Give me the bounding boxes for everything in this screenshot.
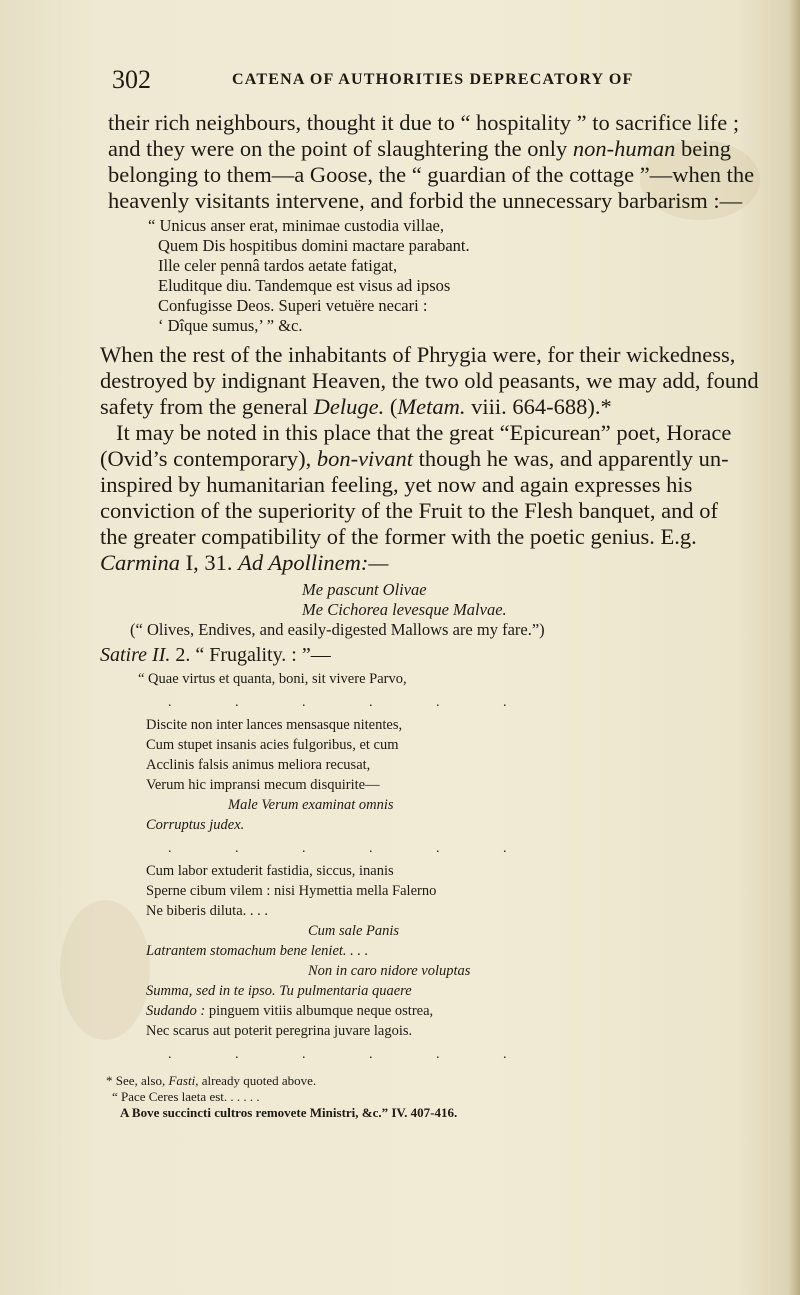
quote-line: Eluditque diu. Tandemque est visus ad ipsos bbox=[158, 276, 451, 295]
paper-stain bbox=[60, 900, 150, 1040]
text-line: Satire II. 2. “ Frugality. : ”— bbox=[100, 644, 331, 666]
footnote-line: A Bove succincti cultros removete Ministri, &c.” IV. 407-416. bbox=[120, 1105, 458, 1120]
text-line: destroyed by indignant Heaven, the two old peasants, we may add, found bbox=[100, 368, 759, 393]
page-edge-shadow bbox=[788, 0, 800, 1295]
text-line: safety from the general Deluge. (Metam. viii. 664-688).* bbox=[100, 394, 612, 419]
quote-line: Latrantem stomachum bene leniet. . . . bbox=[146, 943, 369, 959]
quote-line: Quem Dis hospitibus domini mactare parabant. bbox=[158, 236, 470, 255]
running-title: CATENA OF AUTHORITIES DEPRECATORY OF bbox=[232, 71, 634, 88]
footnote-line: “ Pace Ceres laeta est. . . . . . bbox=[112, 1089, 260, 1104]
quote-line: “ Quae virtus et quanta, boni, sit vivere Parvo, bbox=[138, 671, 407, 687]
text-line: It may be noted in this place that the great “Epicurean” poet, Horace bbox=[116, 420, 732, 445]
quote-translation: (“ Olives, Endives, and easily-digested Mallows are my fare.”) bbox=[130, 620, 545, 639]
quote-line: Cum stupet insanis acies fulgoribus, et cum bbox=[146, 737, 399, 753]
quote-line: Corruptus judex. bbox=[146, 817, 245, 833]
page-header bbox=[112, 65, 772, 95]
quote-line: Cum sale Panis bbox=[308, 923, 400, 939]
text-line: Carmina I, 31. Ad Apollinem:— bbox=[100, 550, 389, 575]
quote-line: Sudando : pinguem vitiis albumque neque ostrea, bbox=[146, 1003, 434, 1019]
quote-line: Cum labor extuderit fastidia, siccus, inanis bbox=[146, 863, 394, 879]
quote-line: Verum hic impransi mecum disquirite— bbox=[146, 777, 380, 793]
text-line: and they were on the point of slaughtering the only non-human being bbox=[108, 136, 732, 161]
quote-line: Confugisse Deos. Superi vetuëre necari : bbox=[158, 296, 428, 315]
quote-line: Acclinis falsis animus meliora recusat, bbox=[146, 757, 371, 773]
text-line: the greater compatibility of the former with the poetic genius. E.g. bbox=[100, 524, 697, 549]
quote-line: Summa, sed in te ipso. Tu pulmentaria quaere bbox=[146, 983, 412, 999]
text-line: inspired by humanitarian feeling, yet now and again expresses his bbox=[100, 472, 693, 497]
ellipsis-row: . . . . . . bbox=[168, 1047, 537, 1062]
text-line: belonging to them—a Goose, the “ guardian of the cottage ”—when the bbox=[108, 162, 755, 187]
text-line: When the rest of the inhabitants of Phrygia were, for their wickedness, bbox=[100, 342, 736, 367]
text-line: their rich neighbours, thought it due to “ hospitality ” to sacrifice life ; bbox=[108, 110, 740, 135]
quote-line: Ille celer pennâ tardos aetate fatigat, bbox=[158, 256, 398, 275]
ellipsis-row: . . . . . . bbox=[168, 841, 537, 856]
quote-line: Male Verum examinat omnis bbox=[228, 797, 394, 813]
ellipsis-row: . . . . . . bbox=[168, 695, 537, 710]
quote-line: ‘ Dîque sumus,’ ” &c. bbox=[158, 316, 303, 335]
quote-line: Me Cichorea levesque Malvae. bbox=[302, 600, 507, 619]
quote-line: Me pascunt Olivae bbox=[302, 580, 427, 599]
quote-line: Sperne cibum vilem : nisi Hymettia mella Falerno bbox=[146, 883, 437, 899]
text-line: (Ovid’s contemporary), bon-vivant though he was, and apparently un- bbox=[100, 446, 729, 471]
quote-line: Ne biberis diluta. . . . bbox=[146, 903, 269, 919]
emphasis: non-human bbox=[572, 136, 676, 161]
text-line: conviction of the superiority of the Fruit to the Flesh banquet, and of bbox=[100, 498, 719, 523]
quote-line: Nec scarus aut poterit peregrina juvare lagois. bbox=[146, 1023, 413, 1039]
footnote-line: * See, also, Fasti, already quoted above. bbox=[106, 1073, 317, 1088]
text-line: heavenly visitants intervene, and forbid the unnecessary barbarism :— bbox=[108, 188, 743, 213]
quote-line: Discite non inter lances mensasque nitentes, bbox=[146, 717, 403, 733]
quote-line: “ Unicus anser erat, minimae custodia villae, bbox=[148, 216, 444, 235]
page-number: 302 bbox=[112, 65, 151, 94]
quote-line: Non in caro nidore voluptas bbox=[308, 963, 471, 979]
